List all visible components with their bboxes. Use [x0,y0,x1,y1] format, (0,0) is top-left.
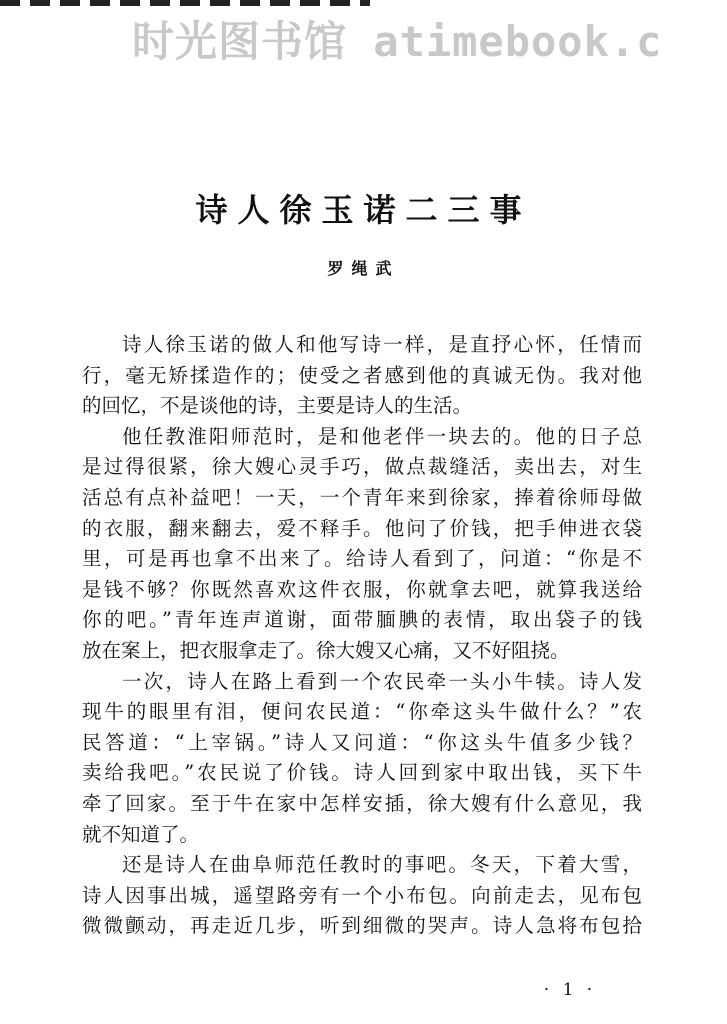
page-title: 诗人徐玉诺二三事 [195,191,532,229]
text-line: 现牛的眼里有泪，便问农民道：“你牵这头牛做什么？”农 [82,700,642,724]
text-line: 是钱不够？你既然喜欢这件衣服，你就拿去吧，就算我送给 [82,577,642,601]
text-line: 放在案上，把衣服拿走了。徐大嫂又心痛，又不好阻挠。 [82,638,570,662]
body-text [82,330,642,942]
text-line: 你的吧。”青年连声道谢，面带腼腆的表情，取出袋子的钱 [82,608,642,632]
text-line: 民答道：“上宰锅。”诗人又问道：“你这头牛值多少钱？ [82,730,642,754]
watermark: 时光图书馆 atimebook.c [132,17,663,66]
top-rule [0,0,370,6]
author-name: 罗绳武 [327,259,400,278]
text-line: 诗人徐玉诺的做人和他写诗一样，是直抒心怀，任情而 [122,333,642,356]
text-line: 就不知道了。 [82,822,200,846]
text-line: 牵了回家。至于牛在家中怎样安插，徐大嫂有什么意见，我 [82,791,642,815]
text-line: 的回忆，不是谈他的诗，主要是诗人的生活。 [82,394,473,418]
text-line: 一次，诗人在路上看到一个农民牵一头小牛犊。诗人发 [122,669,642,693]
text-line: 里，可是再也拿不出来了。给诗人看到了，问道：“你是不 [82,547,642,571]
text-line: 活总有点补益吧！一天，一个青年来到徐家，捧着徐师母做 [82,485,642,509]
text-line: 诗人因事出城，遥望路旁有一个小布包。向前走去，见布包 [82,883,642,907]
text-line: 卖给我吧。”农民说了价钱。诗人回到家中取出钱，买下牛 [82,761,642,785]
text-line: 是过得很紧，徐大嫂心灵手巧，做点裁缝活，卖出去，对生 [82,455,642,479]
text-line: 的衣服，翻来翻去，爱不释手。他问了价钱，把手伸进衣袋 [82,516,642,540]
text-line: 他任教淮阳师范时，是和他老伴一块去的。他的日子总 [122,424,642,448]
text-line: 微微颤动，再走近几步，听到细微的哭声。诗人急将布包拾 [82,914,642,938]
text-line: 行，毫无矫揉造作的；使受之者感到他的真诚无伪。我对他 [82,363,642,387]
text-line: 还是诗人在曲阜师范任教时的事吧。冬天，下着大雪， [122,853,642,877]
page-number: · 1 · [543,980,597,1000]
